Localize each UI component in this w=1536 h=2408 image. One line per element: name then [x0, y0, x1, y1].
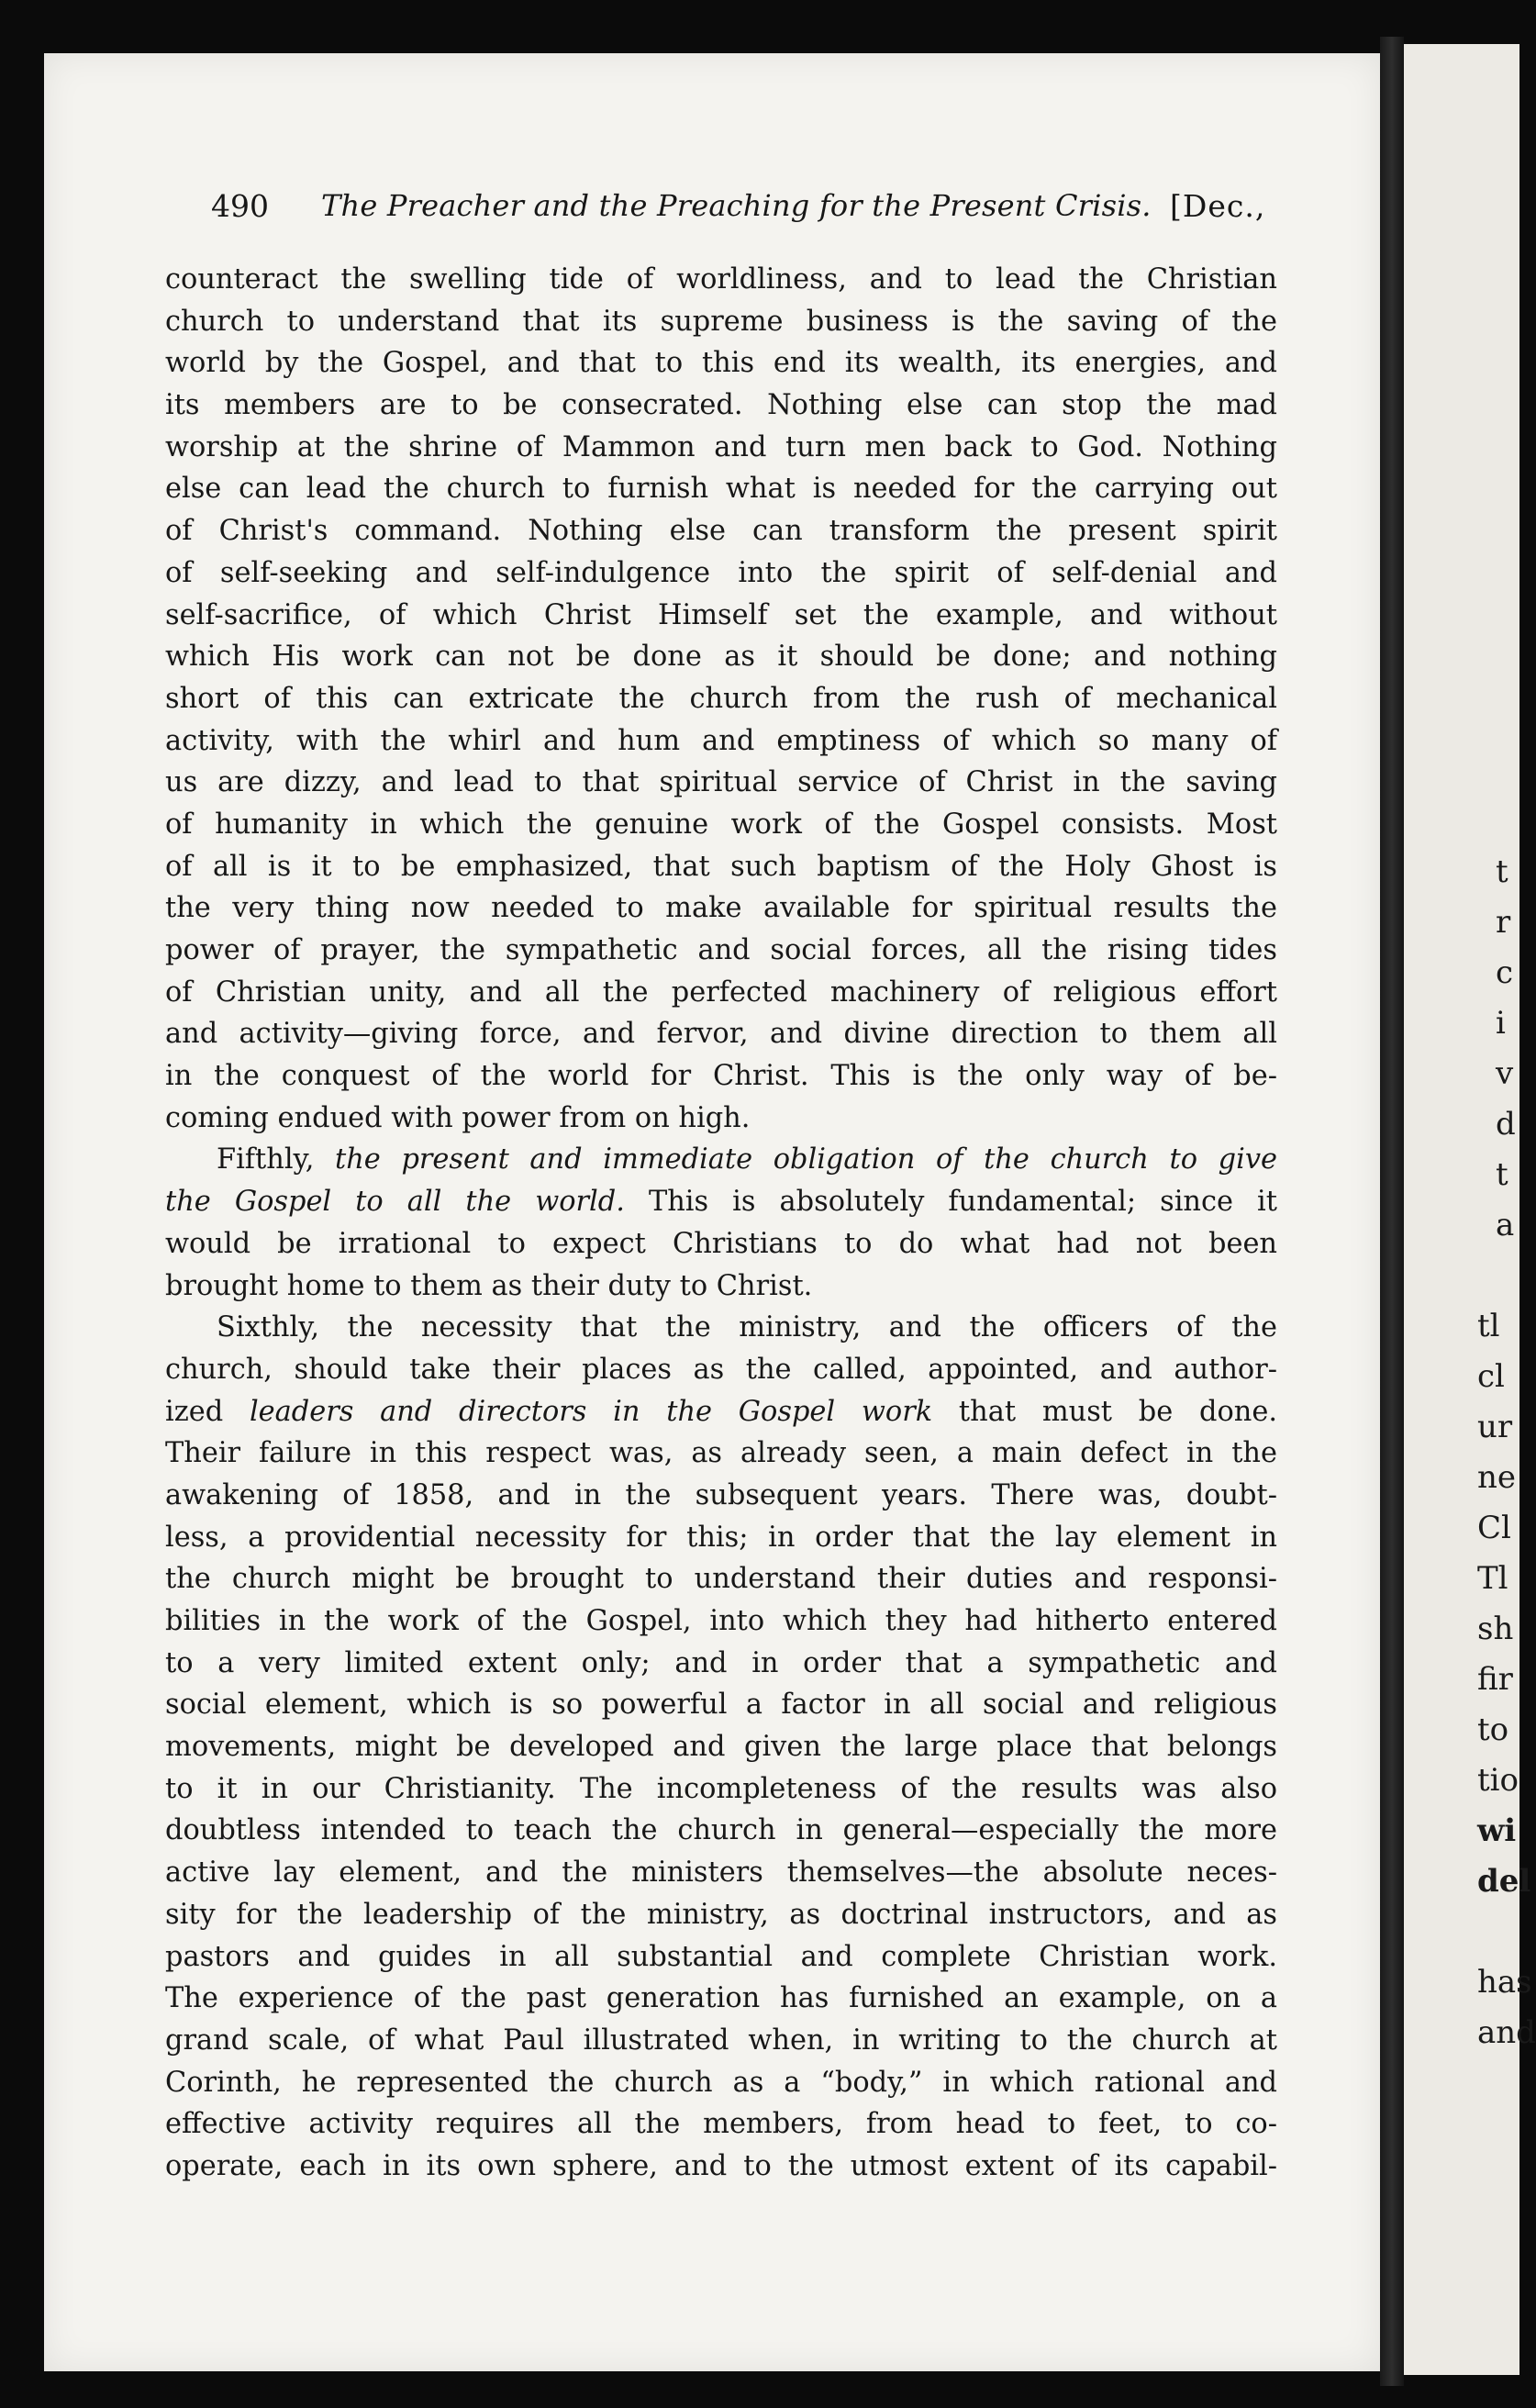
text-line: bilities in the work of the Gospel, into which they had hitherto entered	[165, 1605, 1277, 1637]
text-line: Their failure in this respect was, as already seen, a main defect in the	[165, 1437, 1277, 1470]
text-line: its members are to be consecrated. Nothing else can stop the mad	[165, 389, 1277, 422]
adjacent-page-fragment: r	[1496, 904, 1511, 941]
text-line: activity, with the whirl and hum and emptiness of which so many of	[165, 724, 1277, 757]
adjacent-page-fragment: cl	[1477, 1358, 1505, 1395]
text-line: the church might be brought to understand their duties and responsi-	[165, 1563, 1277, 1596]
text-line: awakening of 1858, and in the subsequent years. There was, doubt-	[165, 1478, 1277, 1511]
text-line: of Christian unity, and all the perfected machinery of religious effort	[165, 975, 1277, 1009]
text-line: Sixthly, the necessity that the ministry, and the officers of the	[217, 1311, 1277, 1344]
text-line: self-sacrifice, of which Christ Himself set the example, and without	[165, 598, 1277, 631]
text-line: church, should take their places as the called, appointed, and author-	[165, 1353, 1277, 1386]
adjacent-page-fragment: ne	[1477, 1459, 1517, 1496]
adjacent-page-fragment: has	[1477, 1964, 1532, 2001]
text-line	[165, 1181, 1277, 1223]
adjacent-page-fragment: a	[1496, 1207, 1515, 1243]
adjacent-page-fragment: wi	[1477, 1812, 1517, 1849]
italic-run: the present and immediate obligation of the church to give	[335, 1143, 1278, 1176]
text-run: that must be done.	[932, 1395, 1277, 1428]
page-number: 490	[211, 188, 269, 224]
running-title: The Preacher and the Preaching for the Present Crisis.	[321, 188, 1152, 223]
adjacent-page-fragment: fir	[1477, 1661, 1513, 1698]
adjacent-page-fragment: i	[1496, 1005, 1506, 1042]
text-line: us are dizzy, and lead to that spiritual service of Christ in the saving	[165, 766, 1277, 799]
adjacent-page-fragment: t	[1496, 1156, 1508, 1193]
adjacent-page-fragment: sh	[1477, 1611, 1514, 1647]
text-run: ized	[165, 1395, 250, 1428]
text-line: to it in our Christianity. The incompleteness of the results was also	[165, 1772, 1277, 1805]
text-line: else can lead the church to furnish what is needed for the carrying out	[165, 473, 1277, 506]
text-line: counteract the swelling tide of worldliness, and to lead the Christian	[165, 263, 1277, 295]
text-line: world by the Gospel, and that to this end its wealth, its energies, and	[165, 347, 1277, 380]
adjacent-page-fragment: to	[1477, 1711, 1509, 1748]
italic-run: the Gospel to all the world.	[165, 1186, 625, 1219]
text-line: in the conquest of the world for Christ. This is the only way of be-	[165, 1060, 1277, 1093]
body-text	[165, 259, 1277, 2188]
text-run: Fifthly,	[217, 1143, 336, 1176]
text-line	[165, 1139, 1277, 1181]
italic-run: leaders and directors in the Gospel work	[249, 1395, 933, 1428]
text-line: the very thing now needed to make available for spiritual results the	[165, 892, 1277, 925]
adjacent-page-fragment: d	[1496, 1106, 1516, 1143]
text-line: social element, which is so powerful a factor in all social and religious	[165, 1689, 1277, 1722]
text-line: less, a providential necessity for this; in order that the lay element in	[165, 1521, 1277, 1554]
text-line: of all is it to be emphasized, that such baptism of the Holy Ghost is	[165, 850, 1277, 883]
text-line: which His work can not be done as it should be done; and nothing	[165, 641, 1277, 674]
text-line: grand scale, of what Paul illustrated when, in writing to the church at	[165, 2023, 1277, 2057]
text-line: of humanity in which the genuine work of the Gospel consists. Most	[165, 808, 1277, 841]
text-line: to a very limited extent only; and in order that a sympathetic and	[165, 1646, 1277, 1679]
text-run: This is absolutely fundamental; since it	[624, 1186, 1277, 1219]
text-line: movements, might be developed and given the large place that belongs	[165, 1731, 1277, 1764]
text-line: The experience of the past generation has furnished an example, on a	[165, 1982, 1277, 2015]
text-line: effective activity requires all the members, from head to feet, to co-	[165, 2108, 1277, 2141]
adjacent-page-fragment: Cl	[1477, 1510, 1511, 1546]
adjacent-page-fragment: tl	[1477, 1308, 1500, 1344]
text-line: active lay element, and the ministers themselves—the absolute neces-	[165, 1856, 1277, 1890]
adjacent-page-fragment: c	[1496, 954, 1514, 991]
text-line: church to understand that its supreme business is the saving of the	[165, 305, 1277, 338]
adjacent-page-fragment: tio	[1477, 1762, 1519, 1799]
text-line: and activity—giving force, and fervor, and divine direction to them all	[165, 1018, 1277, 1051]
text-line: operate, each in its own sphere, and to the utmost extent of its capabil-	[165, 2149, 1277, 2182]
text-line: power of prayer, the sympathetic and social forces, all the rising tides	[165, 934, 1277, 966]
adjacent-page-fragment: t	[1496, 853, 1508, 890]
adjacent-page-edge	[1404, 44, 1536, 2375]
text-line: worship at the shrine of Mammon and turn men back to God. Nothing	[165, 430, 1277, 463]
text-line: of Christ's command. Nothing else can transform the present spirit	[165, 515, 1277, 548]
text-line: brought home to them as their duty to Christ.	[165, 1269, 813, 1302]
text-line: coming endued with power from on high.	[165, 1101, 751, 1134]
text-line: pastors and guides in all substantial and complete Christian work.	[165, 1940, 1277, 1973]
adjacent-page-fragment: del	[1477, 1863, 1531, 1900]
text-line	[165, 1391, 1277, 1433]
text-line: of self-seeking and self-indulgence into the spirit of self-denial and	[165, 556, 1277, 589]
running-header	[165, 188, 1285, 234]
adjacent-page-fragment: v	[1496, 1055, 1514, 1092]
text-line: sity for the leadership of the ministry, as doctrinal instructors, and as	[165, 1898, 1277, 1931]
text-line: would be irrational to expect Christians to do what had not been	[165, 1227, 1277, 1260]
book-gutter	[1380, 37, 1404, 2386]
adjacent-page-fragment: Tl	[1477, 1560, 1508, 1597]
adjacent-page-fragment: ur	[1477, 1409, 1513, 1445]
text-line: doubtless intended to teach the church in general—especially the more	[165, 1814, 1277, 1847]
adjacent-page-fragment: and	[1477, 2014, 1536, 2051]
text-line: short of this can extricate the church from the rush of mechanical	[165, 682, 1277, 715]
section-marker: [Dec.,	[1170, 188, 1266, 224]
text-line: Corinth, he represented the church as a “body,” in which rational and	[165, 2066, 1277, 2099]
